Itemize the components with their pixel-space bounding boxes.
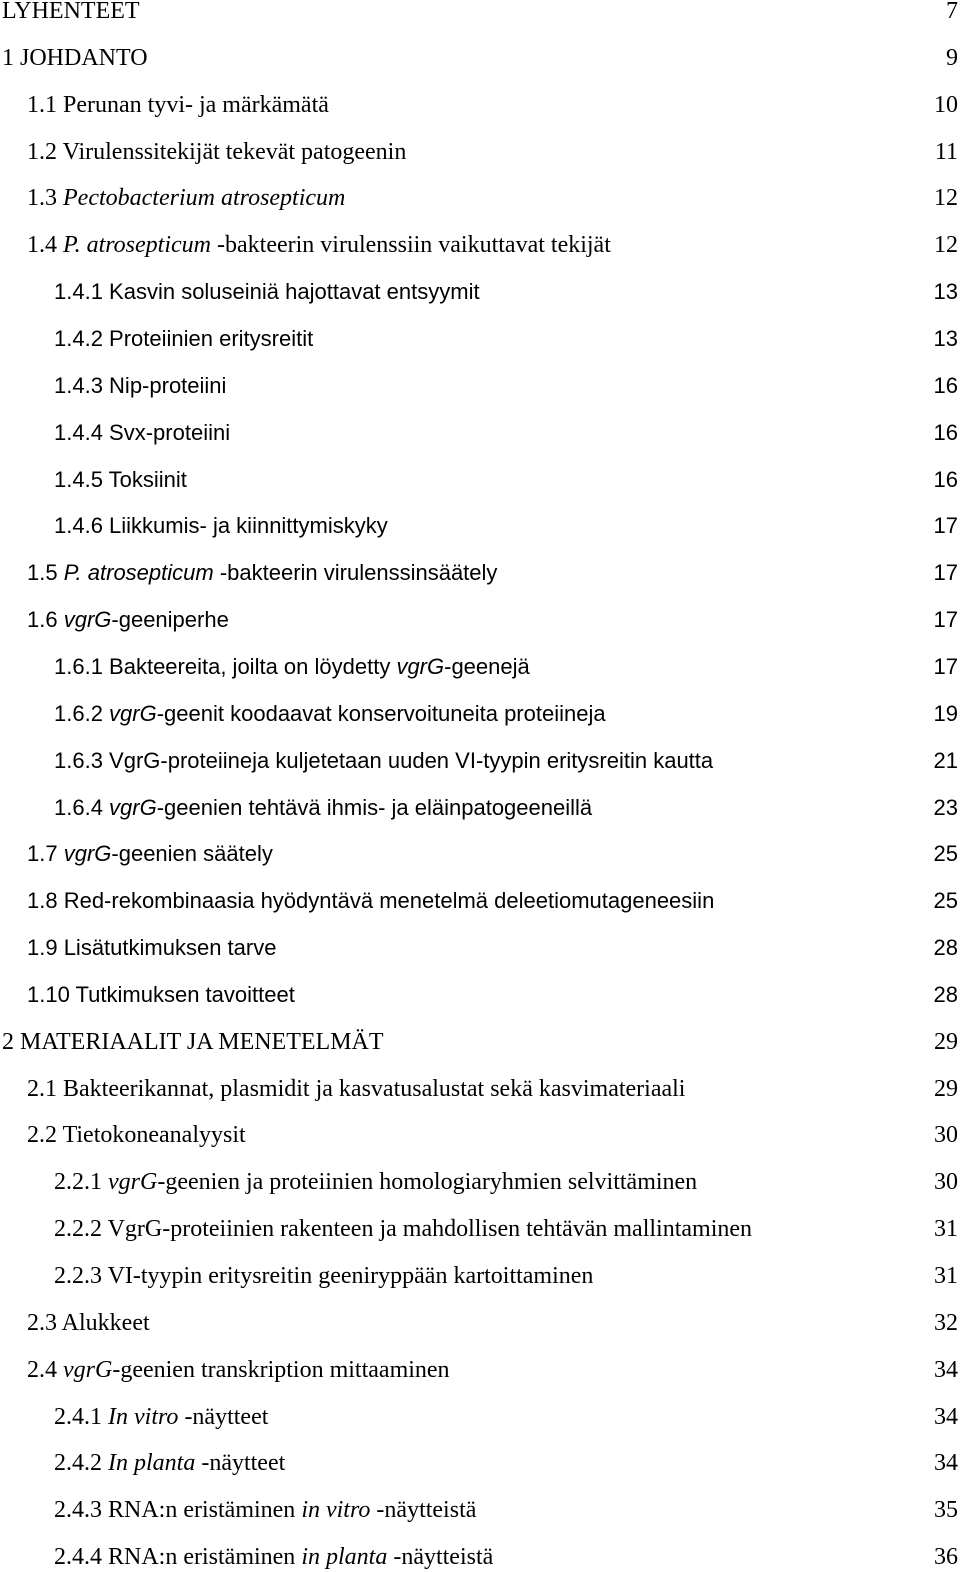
toc-entry-title	[27, 183, 345, 213]
toc-title-segment: vgrG	[63, 1356, 113, 1383]
toc-entry	[0, 1214, 960, 1244]
toc-title-segment: vgrG	[108, 1169, 158, 1196]
toc-entry	[0, 43, 960, 73]
toc-page-number: 16	[933, 372, 958, 398]
toc-page-number: 9	[946, 44, 958, 71]
toc-title-segment: 1.5	[27, 560, 64, 586]
toc-title-segment: 2.4	[27, 1356, 63, 1383]
toc-entry-title	[54, 1495, 476, 1525]
toc-entry-title	[54, 324, 313, 354]
toc-entry	[0, 137, 960, 167]
toc-title-segment: 1.4.3 Nip-proteiini	[54, 372, 227, 398]
toc-page-number: 35	[934, 1497, 958, 1524]
toc-entry	[0, 1355, 960, 1385]
toc-page-number: 10	[934, 91, 958, 118]
toc-title-segment: 1.6	[27, 607, 64, 633]
toc-title-segment: -geenit koodaavat konservoituneita proteiineja	[156, 700, 606, 726]
toc-entry-title	[54, 652, 530, 682]
toc-entry-title	[2, 1027, 384, 1057]
toc-title-segment: 2.4.1	[54, 1403, 108, 1430]
toc-page-number: 23	[933, 794, 958, 820]
toc-title-segment: -geenien tehtävä ihmis- ja eläinpatogeeneillä	[156, 794, 593, 820]
toc-page-number: 25	[933, 888, 958, 914]
toc-entry-title	[27, 1355, 450, 1385]
toc-title-segment: vgrG	[109, 794, 157, 820]
toc-entry	[0, 558, 960, 588]
toc-title-segment: P. atrosepticum	[63, 560, 214, 586]
toc-entry	[0, 511, 960, 541]
toc-title-segment: 2.3 Alukkeet	[27, 1309, 150, 1336]
toc-page-number: 34	[934, 1403, 958, 1430]
toc-page-number: 32	[934, 1309, 958, 1336]
toc-entry-title	[54, 1167, 697, 1197]
toc-title-segment: 2.1 Bakteerikannat, plasmidit ja kasvatusalustat sekä kasvimateriaali	[27, 1075, 686, 1102]
toc-title-segment: -bakteerin virulenssinsäätely	[213, 560, 498, 586]
toc-page-number: 21	[933, 747, 958, 773]
toc-title-segment: -näytteistä	[370, 1497, 477, 1524]
toc-title-segment: 1.3	[27, 185, 63, 212]
toc-title-segment: -geenien transkription mittaaminen	[112, 1356, 450, 1383]
toc-title-segment: -näytteet	[178, 1403, 269, 1430]
toc-page-number: 28	[933, 981, 958, 1007]
toc-entry-title	[27, 137, 406, 167]
toc-entry-title	[54, 465, 187, 495]
toc-page-number: 17	[933, 653, 958, 679]
toc-entry	[0, 1120, 960, 1150]
toc-entry-title	[54, 1261, 593, 1291]
toc-page-number: 34	[934, 1356, 958, 1383]
toc-title-segment: 1.4.1 Kasvin soluseiniä hajottavat entsyymit	[54, 279, 480, 305]
toc-page-number: 36	[934, 1544, 958, 1570]
toc-entry-title	[54, 1214, 752, 1244]
toc-title-segment: 1.4.5 Toksiinit	[54, 466, 187, 492]
toc-entry-title	[54, 511, 388, 541]
toc-page-number: 16	[933, 466, 958, 492]
toc-title-segment: 2.2.2 VgrG-proteiinien rakenteen ja mahdollisen tehtävän mallintaminen	[54, 1216, 753, 1243]
toc-entry-title	[27, 90, 329, 120]
toc-entry	[0, 980, 960, 1010]
toc-page-number: 29	[934, 1028, 958, 1055]
toc-page-number: 30	[934, 1169, 958, 1196]
toc-entry-title	[27, 1120, 246, 1150]
toc-entry	[0, 418, 960, 448]
toc-title-segment: 1.6.3 VgrG-proteiineja kuljetetaan uuden VI-tyypin eritysreitin kautta	[54, 747, 714, 773]
toc-title-segment: P. atrosepticum	[63, 232, 211, 259]
toc-title-segment: 1.7	[27, 841, 64, 867]
toc-entry	[0, 324, 960, 354]
toc-entry	[0, 183, 960, 213]
toc-entry-title	[2, 43, 148, 73]
toc-title-segment: 1.6.1 Bakteereita, joilta on löydetty	[54, 653, 397, 679]
toc-entry	[0, 652, 960, 682]
toc-entry-title	[54, 418, 230, 448]
toc-entry	[0, 1402, 960, 1432]
toc-entry-title	[27, 230, 611, 260]
toc-page-number: 12	[934, 185, 958, 212]
toc-entry	[0, 465, 960, 495]
toc-title-segment: In planta	[108, 1450, 196, 1477]
toc-page-number: 7	[946, 0, 958, 24]
toc-entry	[0, 90, 960, 120]
toc-page-number: 25	[933, 841, 958, 867]
toc-page-number: 29	[934, 1075, 958, 1102]
toc-entry	[0, 1495, 960, 1525]
toc-title-segment: -geenien ja proteiinien homologiaryhmien selvittäminen	[157, 1169, 698, 1196]
toc-entry-title	[2, 0, 140, 26]
toc-title-segment: 1.10 Tutkimuksen tavoitteet	[27, 981, 295, 1007]
toc-title-segment: 1.8 Red-rekombinaasia hyödyntävä menetelmä deleetiomutageneesiin	[27, 888, 715, 914]
toc-title-segment: in vitro	[301, 1497, 371, 1524]
toc-title-segment: -näytteet	[195, 1450, 286, 1477]
toc-entry	[0, 1261, 960, 1291]
toc-page-number: 34	[934, 1450, 958, 1477]
toc-title-segment: 2.4.3 RNA:n eristäminen	[54, 1497, 302, 1524]
toc-page-number: 31	[934, 1263, 958, 1289]
toc-page-number: 31	[934, 1216, 958, 1243]
toc-page-number: 17	[933, 513, 958, 539]
toc-title-segment: 2.2.3 VI-tyypin eritysreitin geeniryppään kartoittaminen	[54, 1263, 594, 1289]
toc-title-segment: -geeniperhe	[111, 607, 229, 633]
toc-title-segment: 1.6.2	[54, 700, 110, 726]
toc-entry-title	[27, 933, 276, 963]
toc-page-number: 13	[933, 279, 958, 305]
toc-entry-title	[27, 1308, 150, 1338]
toc-title-segment: 1.4.2 Proteiinien eritysreitit	[54, 325, 314, 351]
toc-entry-title	[54, 793, 592, 823]
toc-page-number: 19	[933, 700, 958, 726]
toc-title-segment: 2.4.2	[54, 1450, 108, 1477]
toc-entry-title	[54, 277, 480, 307]
toc-title-segment: -geenejä	[444, 653, 530, 679]
toc-title-segment: 1.4.6 Liikkumis- ja kiinnittymiskyky	[54, 513, 388, 539]
toc-title-segment: In vitro	[108, 1403, 179, 1430]
toc-entry	[0, 746, 960, 776]
toc-entry	[0, 793, 960, 823]
toc-title-segment: 1.6.4	[54, 794, 110, 820]
toc-title-segment: 2 MATERIAALIT JA MENETELMÄT	[2, 1028, 384, 1055]
toc-page-number: 17	[933, 560, 958, 586]
toc-title-segment: Pectobacterium atrosepticum	[63, 185, 346, 212]
toc-title-segment: -näytteistä	[387, 1544, 494, 1570]
toc-entry	[0, 277, 960, 307]
toc-title-segment: vgrG	[109, 700, 157, 726]
toc-entry	[0, 1167, 960, 1197]
toc-entry	[0, 1542, 960, 1572]
toc-entry-title	[27, 886, 714, 916]
toc-title-segment: 2.2 Tietokoneanalyysit	[27, 1122, 246, 1149]
toc-entry	[0, 371, 960, 401]
toc-title-segment: 1 JOHDANTO	[2, 44, 148, 71]
toc-entry	[0, 230, 960, 260]
toc-entry-title	[54, 1542, 493, 1572]
toc-entry	[0, 1027, 960, 1057]
toc-title-segment: LYHENTEET	[2, 0, 140, 24]
toc-title-segment: 1.4.4 Svx-proteiini	[54, 419, 231, 445]
toc-entry-title	[27, 1074, 685, 1104]
toc-entry-title	[54, 746, 713, 776]
toc-entry	[0, 699, 960, 729]
toc-title-segment: -geenien säätely	[111, 841, 273, 867]
toc-title-segment: in planta	[301, 1544, 388, 1570]
toc-entry-title	[27, 839, 273, 869]
toc-entry-title	[27, 605, 229, 635]
toc-entry	[0, 1448, 960, 1478]
toc-page-number: 28	[933, 935, 958, 960]
toc-title-segment: 1.9 Lisätutkimuksen tarve	[27, 935, 277, 960]
toc-entry	[0, 933, 960, 963]
toc-title-segment: 1.4	[27, 232, 63, 259]
toc-page-number: 30	[934, 1122, 958, 1149]
toc-entry-title	[27, 558, 497, 588]
toc-title-segment: 2.2.1	[54, 1169, 108, 1196]
toc-title-segment: 1.1 Perunan tyvi- ja märkämätä	[27, 91, 329, 118]
toc-title-segment: vgrG	[396, 653, 445, 679]
toc-entry	[0, 1074, 960, 1104]
toc-entry-title	[54, 371, 226, 401]
toc-entry	[0, 839, 960, 869]
toc-entry	[0, 0, 960, 26]
toc-title-segment: vgrG	[63, 841, 112, 867]
toc-page-number: 13	[933, 325, 958, 351]
toc-page-number: 17	[933, 607, 958, 633]
toc-entry-title	[54, 1448, 285, 1478]
toc-page-number: 12	[934, 232, 958, 259]
toc-entry-title	[27, 980, 295, 1010]
toc-page-number: 16	[933, 419, 958, 445]
toc-entry-title	[54, 1402, 268, 1432]
toc-entry	[0, 886, 960, 916]
toc-entry-title	[54, 699, 606, 729]
toc-title-segment: 1.2 Virulenssitekijät tekevät patogeenin	[27, 138, 407, 165]
toc-title-segment: vgrG	[63, 607, 112, 633]
toc-entry	[0, 605, 960, 635]
toc-page-number: 11	[934, 138, 958, 165]
toc-title-segment: 2.4.4 RNA:n eristäminen	[54, 1544, 302, 1570]
toc-title-segment: -bakteerin virulenssiin vaikuttavat tekijät	[211, 232, 611, 259]
toc-entry	[0, 1308, 960, 1338]
